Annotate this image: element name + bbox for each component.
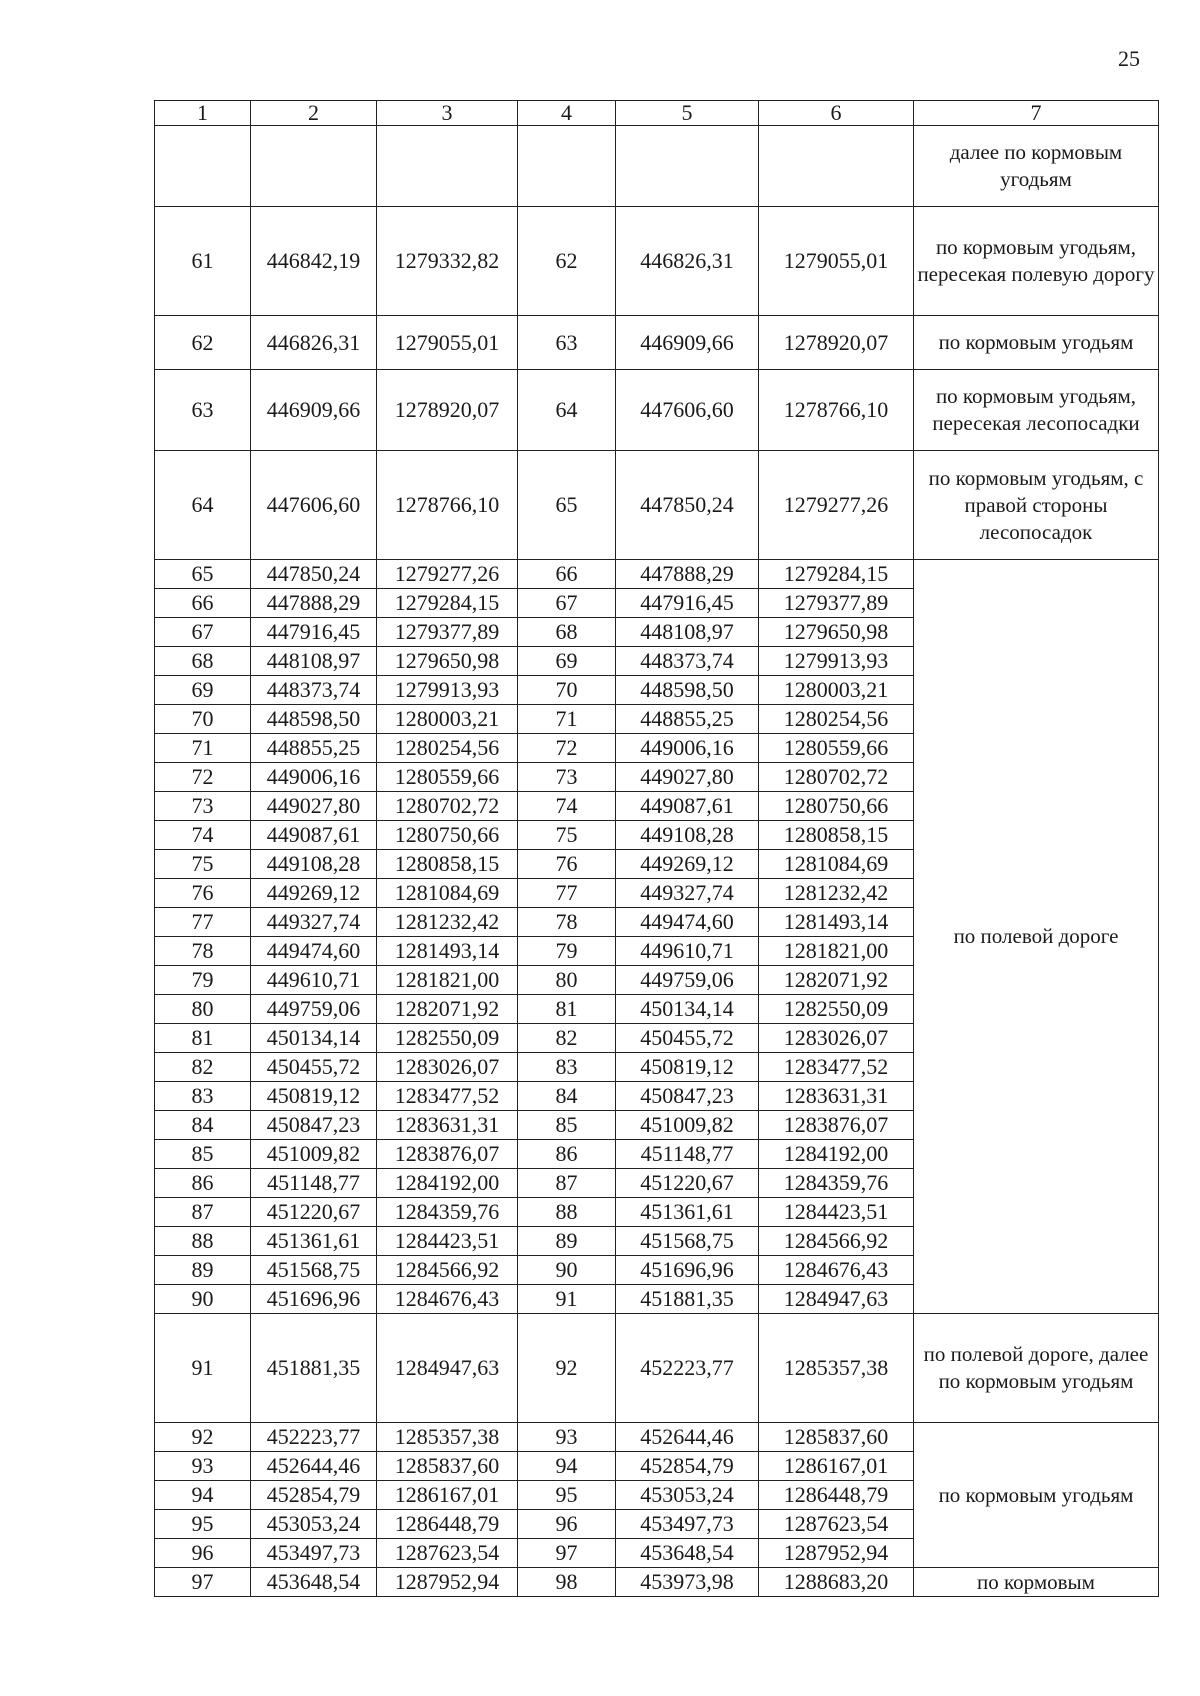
point-number-cell: 90 <box>155 1285 251 1314</box>
x-coordinate-cell: 451220,67 <box>251 1198 377 1227</box>
next-point-number-cell: 82 <box>518 1024 616 1053</box>
next-point-number-cell: 88 <box>518 1198 616 1227</box>
next-y-coordinate-cell: 1281232,42 <box>759 879 914 908</box>
next-x-coordinate-cell: 453497,73 <box>616 1510 759 1539</box>
next-point-number-cell: 63 <box>518 316 616 370</box>
boundary-description-cell: по полевой дороге, далее по кормовым угодьям <box>914 1314 1159 1423</box>
next-point-number-cell: 85 <box>518 1111 616 1140</box>
y-coordinate-cell: 1278766,10 <box>377 451 518 560</box>
next-point-number-cell: 84 <box>518 1082 616 1111</box>
next-point-number-cell: 74 <box>518 792 616 821</box>
table-row <box>155 207 1159 316</box>
x-coordinate-cell: 453648,54 <box>251 1568 377 1597</box>
next-x-coordinate-cell: 446909,66 <box>616 316 759 370</box>
boundary-description-cell: по кормовым угодьям, пересекая лесопосадки <box>914 370 1159 451</box>
y-coordinate-cell: 1280702,72 <box>377 792 518 821</box>
next-point-number-cell: 75 <box>518 821 616 850</box>
point-number-cell: 65 <box>155 560 251 589</box>
y-coordinate-cell: 1279332,82 <box>377 207 518 316</box>
next-x-coordinate-cell: 449610,71 <box>616 937 759 966</box>
boundary-description-cell: далее по кормовым угодьям <box>914 126 1159 207</box>
y-coordinate-cell: 1284676,43 <box>377 1285 518 1314</box>
boundary-description-cell: по полевой дороге <box>914 560 1159 1314</box>
next-point-number-cell: 97 <box>518 1539 616 1568</box>
y-coordinate-cell: 1279284,15 <box>377 589 518 618</box>
next-point-number-cell: 79 <box>518 937 616 966</box>
next-point-number-cell: 67 <box>518 589 616 618</box>
next-y-coordinate-cell: 1279055,01 <box>759 207 914 316</box>
x-coordinate-cell: 449087,61 <box>251 821 377 850</box>
next-y-coordinate-cell: 1284676,43 <box>759 1256 914 1285</box>
point-number-cell: 62 <box>155 316 251 370</box>
next-point-number-cell: 62 <box>518 207 616 316</box>
next-x-coordinate-cell: 451361,61 <box>616 1198 759 1227</box>
next-point-number-cell: 70 <box>518 676 616 705</box>
next-x-coordinate-cell: 449027,80 <box>616 763 759 792</box>
next-y-coordinate-cell: 1280702,72 <box>759 763 914 792</box>
point-number-cell: 61 <box>155 207 251 316</box>
y-coordinate-cell: 1285837,60 <box>377 1452 518 1481</box>
next-x-coordinate-cell: 450455,72 <box>616 1024 759 1053</box>
x-coordinate-cell: 449108,28 <box>251 850 377 879</box>
x-coordinate-cell: 448373,74 <box>251 676 377 705</box>
column-header: 6 <box>759 101 914 126</box>
next-x-coordinate-cell: 452644,46 <box>616 1423 759 1452</box>
point-number-cell: 91 <box>155 1314 251 1423</box>
next-point-number-cell: 90 <box>518 1256 616 1285</box>
next-x-coordinate-cell: 448598,50 <box>616 676 759 705</box>
next-x-coordinate-cell: 453648,54 <box>616 1539 759 1568</box>
next-y-coordinate-cell: 1279377,89 <box>759 589 914 618</box>
x-coordinate-cell: 447606,60 <box>251 451 377 560</box>
point-number-cell: 70 <box>155 705 251 734</box>
x-coordinate-cell: 451696,96 <box>251 1285 377 1314</box>
next-point-number-cell: 65 <box>518 451 616 560</box>
point-number-cell: 75 <box>155 850 251 879</box>
next-y-coordinate-cell: 1280559,66 <box>759 734 914 763</box>
point-number-cell: 68 <box>155 647 251 676</box>
table-row <box>155 451 1159 560</box>
y-coordinate-cell: 1279650,98 <box>377 647 518 676</box>
next-y-coordinate-cell: 1284566,92 <box>759 1227 914 1256</box>
next-x-coordinate-cell: 449087,61 <box>616 792 759 821</box>
x-coordinate-cell: 450455,72 <box>251 1053 377 1082</box>
y-coordinate-cell: 1286448,79 <box>377 1510 518 1539</box>
next-point-number-cell: 66 <box>518 560 616 589</box>
next-point-number-cell: 76 <box>518 850 616 879</box>
point-number-cell: 88 <box>155 1227 251 1256</box>
next-point-number-cell: 78 <box>518 908 616 937</box>
point-number-cell: 95 <box>155 1510 251 1539</box>
next-x-coordinate-cell: 449006,16 <box>616 734 759 763</box>
point-number-cell: 64 <box>155 451 251 560</box>
next-point-number-cell: 98 <box>518 1568 616 1597</box>
x-coordinate-cell: 451881,35 <box>251 1314 377 1423</box>
y-coordinate-cell: 1284566,92 <box>377 1256 518 1285</box>
next-x-coordinate-cell: 451881,35 <box>616 1285 759 1314</box>
x-coordinate-cell: 449027,80 <box>251 792 377 821</box>
y-coordinate-cell: 1278920,07 <box>377 370 518 451</box>
next-y-coordinate-cell: 1279913,93 <box>759 647 914 676</box>
next-y-coordinate-cell: 1281493,14 <box>759 908 914 937</box>
next-point-number-cell: 91 <box>518 1285 616 1314</box>
page-number: 25 <box>1118 46 1140 71</box>
column-header: 1 <box>155 101 251 126</box>
next-y-coordinate-cell: 1280254,56 <box>759 705 914 734</box>
x-coordinate-cell: 449474,60 <box>251 937 377 966</box>
y-coordinate-cell: 1282550,09 <box>377 1024 518 1053</box>
x-coordinate-cell: 447850,24 <box>251 560 377 589</box>
x-coordinate-cell: 452854,79 <box>251 1481 377 1510</box>
next-x-coordinate-cell: 453053,24 <box>616 1481 759 1510</box>
x-coordinate-cell: 446842,19 <box>251 207 377 316</box>
next-x-coordinate-cell: 449327,74 <box>616 879 759 908</box>
y-coordinate-cell: 1283631,31 <box>377 1111 518 1140</box>
next-x-coordinate-cell: 452223,77 <box>616 1314 759 1423</box>
y-coordinate-cell: 1280858,15 <box>377 850 518 879</box>
next-point-number-cell: 80 <box>518 966 616 995</box>
next-y-coordinate-cell: 1285357,38 <box>759 1314 914 1423</box>
next-x-coordinate-cell <box>616 126 759 207</box>
point-number-cell: 84 <box>155 1111 251 1140</box>
x-coordinate-cell: 452644,46 <box>251 1452 377 1481</box>
next-y-coordinate-cell: 1286167,01 <box>759 1452 914 1481</box>
next-x-coordinate-cell: 449269,12 <box>616 850 759 879</box>
x-coordinate-cell: 448598,50 <box>251 705 377 734</box>
next-y-coordinate-cell: 1284192,00 <box>759 1140 914 1169</box>
next-x-coordinate-cell: 446826,31 <box>616 207 759 316</box>
x-coordinate-cell <box>251 126 377 207</box>
table-row <box>155 370 1159 451</box>
y-coordinate-cell: 1283477,52 <box>377 1082 518 1111</box>
x-coordinate-cell: 451009,82 <box>251 1140 377 1169</box>
x-coordinate-cell: 452223,77 <box>251 1423 377 1452</box>
next-point-number-cell: 71 <box>518 705 616 734</box>
next-x-coordinate-cell: 447606,60 <box>616 370 759 451</box>
y-coordinate-cell: 1280003,21 <box>377 705 518 734</box>
next-y-coordinate-cell: 1287623,54 <box>759 1510 914 1539</box>
next-y-coordinate-cell: 1279277,26 <box>759 451 914 560</box>
next-x-coordinate-cell: 452854,79 <box>616 1452 759 1481</box>
x-coordinate-cell: 447888,29 <box>251 589 377 618</box>
next-point-number-cell: 95 <box>518 1481 616 1510</box>
next-y-coordinate-cell: 1283876,07 <box>759 1111 914 1140</box>
y-coordinate-cell: 1282071,92 <box>377 995 518 1024</box>
column-header: 2 <box>251 101 377 126</box>
y-coordinate-cell: 1284359,76 <box>377 1198 518 1227</box>
x-coordinate-cell: 449327,74 <box>251 908 377 937</box>
next-x-coordinate-cell: 451696,96 <box>616 1256 759 1285</box>
point-number-cell: 77 <box>155 908 251 937</box>
x-coordinate-cell: 450847,23 <box>251 1111 377 1140</box>
point-number-cell: 87 <box>155 1198 251 1227</box>
coordinates-table <box>154 100 1159 1597</box>
next-point-number-cell: 68 <box>518 618 616 647</box>
next-x-coordinate-cell: 451568,75 <box>616 1227 759 1256</box>
point-number-cell: 85 <box>155 1140 251 1169</box>
next-point-number-cell: 86 <box>518 1140 616 1169</box>
boundary-description-cell: по кормовым <box>914 1568 1159 1597</box>
x-coordinate-cell: 449610,71 <box>251 966 377 995</box>
point-number-cell <box>155 126 251 207</box>
x-coordinate-cell: 453053,24 <box>251 1510 377 1539</box>
x-coordinate-cell: 449759,06 <box>251 995 377 1024</box>
y-coordinate-cell: 1281821,00 <box>377 966 518 995</box>
next-x-coordinate-cell: 451009,82 <box>616 1111 759 1140</box>
next-x-coordinate-cell: 450134,14 <box>616 995 759 1024</box>
table-row <box>155 1423 1159 1452</box>
next-x-coordinate-cell: 447850,24 <box>616 451 759 560</box>
next-x-coordinate-cell: 449108,28 <box>616 821 759 850</box>
x-coordinate-cell: 446826,31 <box>251 316 377 370</box>
x-coordinate-cell: 448855,25 <box>251 734 377 763</box>
y-coordinate-cell: 1280559,66 <box>377 763 518 792</box>
next-x-coordinate-cell: 453973,98 <box>616 1568 759 1597</box>
boundary-description-cell: по кормовым угодьям <box>914 1423 1159 1568</box>
y-coordinate-cell: 1279377,89 <box>377 618 518 647</box>
column-header: 4 <box>518 101 616 126</box>
next-y-coordinate-cell: 1280003,21 <box>759 676 914 705</box>
x-coordinate-cell: 453497,73 <box>251 1539 377 1568</box>
point-number-cell: 97 <box>155 1568 251 1597</box>
next-y-coordinate-cell: 1282550,09 <box>759 995 914 1024</box>
x-coordinate-cell: 448108,97 <box>251 647 377 676</box>
next-point-number-cell: 96 <box>518 1510 616 1539</box>
next-y-coordinate-cell: 1283477,52 <box>759 1053 914 1082</box>
point-number-cell: 69 <box>155 676 251 705</box>
next-x-coordinate-cell: 451220,67 <box>616 1169 759 1198</box>
table-row <box>155 316 1159 370</box>
next-y-coordinate-cell: 1281084,69 <box>759 850 914 879</box>
x-coordinate-cell: 450819,12 <box>251 1082 377 1111</box>
point-number-cell: 71 <box>155 734 251 763</box>
next-point-number-cell: 64 <box>518 370 616 451</box>
next-point-number-cell: 73 <box>518 763 616 792</box>
y-coordinate-cell: 1281232,42 <box>377 908 518 937</box>
point-number-cell: 63 <box>155 370 251 451</box>
table-row <box>155 1314 1159 1423</box>
y-coordinate-cell: 1283026,07 <box>377 1053 518 1082</box>
table-row <box>155 126 1159 207</box>
table-row <box>155 560 1159 589</box>
next-y-coordinate-cell: 1278766,10 <box>759 370 914 451</box>
point-number-cell: 86 <box>155 1169 251 1198</box>
next-point-number-cell: 83 <box>518 1053 616 1082</box>
next-x-coordinate-cell: 447916,45 <box>616 589 759 618</box>
next-point-number-cell: 81 <box>518 995 616 1024</box>
y-coordinate-cell: 1280254,56 <box>377 734 518 763</box>
table-body <box>155 126 1159 1597</box>
next-y-coordinate-cell: 1283026,07 <box>759 1024 914 1053</box>
next-y-coordinate-cell: 1287952,94 <box>759 1539 914 1568</box>
boundary-description-cell: по кормовым угодьям <box>914 316 1159 370</box>
y-coordinate-cell: 1281493,14 <box>377 937 518 966</box>
x-coordinate-cell: 449269,12 <box>251 879 377 908</box>
x-coordinate-cell: 451148,77 <box>251 1169 377 1198</box>
column-header: 7 <box>914 101 1159 126</box>
x-coordinate-cell: 446909,66 <box>251 370 377 451</box>
point-number-cell: 74 <box>155 821 251 850</box>
next-y-coordinate-cell: 1284947,63 <box>759 1285 914 1314</box>
next-point-number-cell: 94 <box>518 1452 616 1481</box>
point-number-cell: 83 <box>155 1082 251 1111</box>
next-x-coordinate-cell: 451148,77 <box>616 1140 759 1169</box>
point-number-cell: 76 <box>155 879 251 908</box>
next-y-coordinate-cell: 1284359,76 <box>759 1169 914 1198</box>
next-y-coordinate-cell: 1278920,07 <box>759 316 914 370</box>
boundary-description-cell: по кормовым угодьям, с правой стороны лесопосадок <box>914 451 1159 560</box>
next-y-coordinate-cell: 1279284,15 <box>759 560 914 589</box>
next-y-coordinate-cell: 1283631,31 <box>759 1082 914 1111</box>
y-coordinate-cell: 1285357,38 <box>377 1423 518 1452</box>
next-point-number-cell: 87 <box>518 1169 616 1198</box>
point-number-cell: 82 <box>155 1053 251 1082</box>
next-x-coordinate-cell: 448373,74 <box>616 647 759 676</box>
table-header <box>155 101 1159 126</box>
y-coordinate-cell: 1279277,26 <box>377 560 518 589</box>
point-number-cell: 96 <box>155 1539 251 1568</box>
next-point-number-cell <box>518 126 616 207</box>
next-y-coordinate-cell: 1282071,92 <box>759 966 914 995</box>
y-coordinate-cell: 1284423,51 <box>377 1227 518 1256</box>
point-number-cell: 92 <box>155 1423 251 1452</box>
column-header: 5 <box>616 101 759 126</box>
next-x-coordinate-cell: 449759,06 <box>616 966 759 995</box>
y-coordinate-cell: 1283876,07 <box>377 1140 518 1169</box>
point-number-cell: 72 <box>155 763 251 792</box>
next-x-coordinate-cell: 450819,12 <box>616 1053 759 1082</box>
x-coordinate-cell: 450134,14 <box>251 1024 377 1053</box>
next-point-number-cell: 72 <box>518 734 616 763</box>
next-x-coordinate-cell: 448108,97 <box>616 618 759 647</box>
next-point-number-cell: 69 <box>518 647 616 676</box>
next-x-coordinate-cell: 448855,25 <box>616 705 759 734</box>
next-y-coordinate-cell <box>759 126 914 207</box>
point-number-cell: 89 <box>155 1256 251 1285</box>
point-number-cell: 67 <box>155 618 251 647</box>
x-coordinate-cell: 451568,75 <box>251 1256 377 1285</box>
next-point-number-cell: 89 <box>518 1227 616 1256</box>
y-coordinate-cell: 1286167,01 <box>377 1481 518 1510</box>
next-point-number-cell: 92 <box>518 1314 616 1423</box>
next-x-coordinate-cell: 447888,29 <box>616 560 759 589</box>
next-y-coordinate-cell: 1279650,98 <box>759 618 914 647</box>
y-coordinate-cell: 1284192,00 <box>377 1169 518 1198</box>
point-number-cell: 93 <box>155 1452 251 1481</box>
next-y-coordinate-cell: 1288683,20 <box>759 1568 914 1597</box>
y-coordinate-cell <box>377 126 518 207</box>
point-number-cell: 94 <box>155 1481 251 1510</box>
next-y-coordinate-cell: 1284423,51 <box>759 1198 914 1227</box>
next-point-number-cell: 93 <box>518 1423 616 1452</box>
y-coordinate-cell: 1287952,94 <box>377 1568 518 1597</box>
next-x-coordinate-cell: 450847,23 <box>616 1082 759 1111</box>
point-number-cell: 81 <box>155 1024 251 1053</box>
y-coordinate-cell: 1279055,01 <box>377 316 518 370</box>
point-number-cell: 78 <box>155 937 251 966</box>
point-number-cell: 80 <box>155 995 251 1024</box>
next-y-coordinate-cell: 1280858,15 <box>759 821 914 850</box>
y-coordinate-cell: 1287623,54 <box>377 1539 518 1568</box>
y-coordinate-cell: 1279913,93 <box>377 676 518 705</box>
x-coordinate-cell: 451361,61 <box>251 1227 377 1256</box>
next-y-coordinate-cell: 1286448,79 <box>759 1481 914 1510</box>
table-row <box>155 1568 1159 1597</box>
x-coordinate-cell: 449006,16 <box>251 763 377 792</box>
next-y-coordinate-cell: 1281821,00 <box>759 937 914 966</box>
next-point-number-cell: 77 <box>518 879 616 908</box>
point-number-cell: 73 <box>155 792 251 821</box>
x-coordinate-cell: 447916,45 <box>251 618 377 647</box>
y-coordinate-cell: 1280750,66 <box>377 821 518 850</box>
y-coordinate-cell: 1281084,69 <box>377 879 518 908</box>
next-y-coordinate-cell: 1285837,60 <box>759 1423 914 1452</box>
next-x-coordinate-cell: 449474,60 <box>616 908 759 937</box>
next-y-coordinate-cell: 1280750,66 <box>759 792 914 821</box>
point-number-cell: 79 <box>155 966 251 995</box>
column-header: 3 <box>377 101 518 126</box>
boundary-description-cell: по кормовым угодьям, пересекая полевую дорогу <box>914 207 1159 316</box>
point-number-cell: 66 <box>155 589 251 618</box>
y-coordinate-cell: 1284947,63 <box>377 1314 518 1423</box>
